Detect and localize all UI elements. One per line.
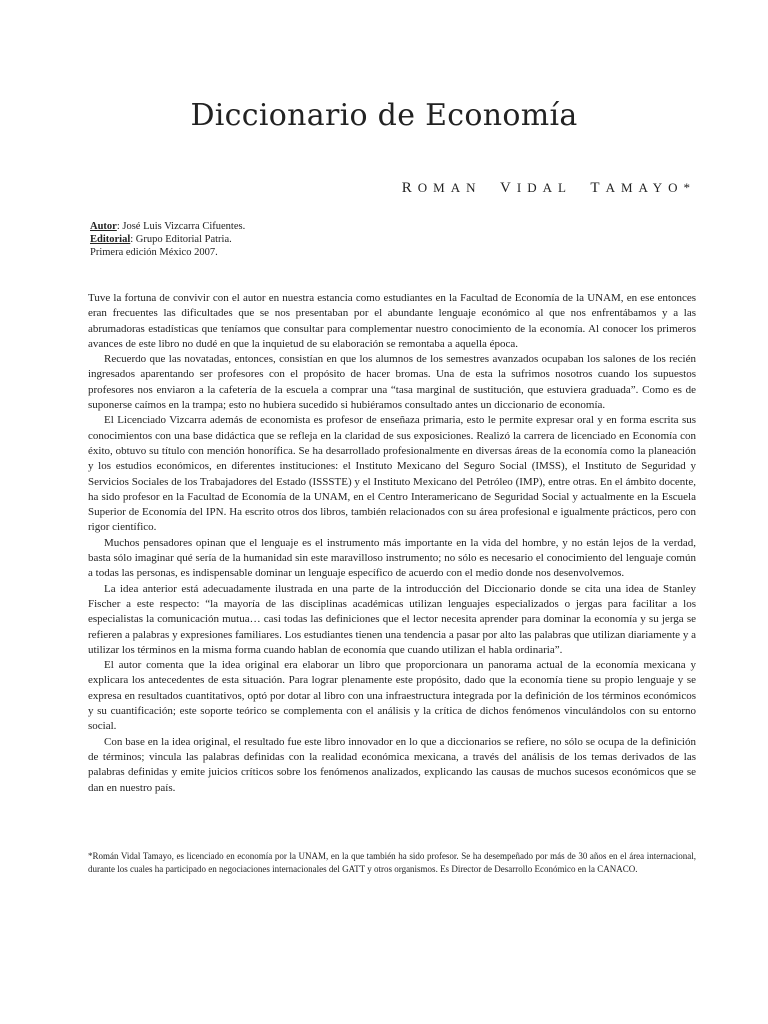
article-author-byline (402, 180, 696, 197)
book-publisher-line (90, 233, 245, 246)
article-body (88, 291, 696, 796)
body-paragraph: Recuerdo que las novatadas, entonces, consistían en que los alumnos de los semestres avanzados ocupaban los salones de los recién ingresados aparentando ser profesores con el propósito de hacer bromas. Una de esta la sufrimos nosotros cuando los supuestos profesores nos enviaron a la cafetería de la escuela a comprar una “tasa marginal de sustitución, que estuviera graduada”. Como es de suponerse caímos en la trampa; esto no hubiera sucedido si hubiéramos consultado antes un diccionario de economía. (88, 353, 696, 412)
book-publisher-label: Editorial (90, 234, 131, 245)
book-author-label: Autor (90, 221, 117, 232)
footnote: *Román Vidal Tamayo, es licenciado en economía por la UNAM, en la que también ha sido profesor. Se ha desempeñado por más de 30 años en el área internacional, durante los cuales ha participado en negociaciones internacionales del GATT y otros organismos. Es Director de Desarrollo Económico en la CANACO. (88, 851, 696, 874)
byline-last-rest: AMAYO (605, 180, 684, 195)
byline-middle-rest: IDAL (516, 180, 572, 195)
body-paragraph: Muchos pensadores opinan que el lenguaje es el instrumento más importante en la vida del hombre, y no están lejos de la verdad, basta sólo imaginar qué sería de la humanidad sin este maravilloso instrumento; no sólo es necesario el conocimiento del lenguaje común a todas las personas, es indispensable dominar un lenguaje específico de acuerdo con el medio donde nos desenvolvemos. (88, 536, 696, 580)
byline-last-initial: T (590, 180, 606, 196)
byline-middle-initial: V (500, 180, 517, 196)
body-paragraph: Tuve la fortuna de convivir con el autor en nuestra estancia como estudiantes en la Facultad de Economía de la UNAM, en ese entonces eran frecuentes las dificultades que se nos presentaban por el abundante lenguaje económico al que nos enfrentábamos y a las abrumadoras estadísticas que teníamos que consultar para complementar nuestro conocimiento de la economía. Al conocer los primeros avances de este libro no dudé en que la inquietud de su elaboración se remontaba a aquella época. (88, 292, 696, 350)
body-paragraph: La idea anterior está adecuadamente ilustrada en una parte de la introducción del Diccionario donde se cita una idea de Stanley Fischer a este respecto: “la mayoría de las disciplinas académicas utilizan lenguajes especializados o jergas para facilitar a los especialistas la comunicación mutua… casi todas las definiciones que el lector necesita aprender para dominar la economía y su jerga se refieren a palabras y expresiones familiares. Los estudiantes tienen una tendencia a pasar por alto las palabras que utilizan diariamente y a utilizar los términos en la misma forma cuando hablan de economía que cuando utilizan el habla ordinaria”. (88, 582, 696, 656)
byline-footnote-mark: * (683, 180, 696, 195)
document-title: Diccionario de Economía (190, 98, 578, 133)
byline-first-rest: OMAN (417, 180, 482, 195)
body-paragraph: El Licenciado Vizcarra además de economista es profesor de enseñaza primaria, esto le permite expresar oral y en forma escrita sus conocimientos con una base didáctica que se refleja en la claridad de sus exposiciones. Realizó la carrera de licenciado en Economía con éxito, obtuvo su título con mención honorífica. Se ha desarrollado profesionalmente en diversas áreas de la economía como la planeación y los estudios económicos, en diferentes instituciones: el Instituto Mexicano del Seguro Social (IMSS), el Instituto de Seguridad y Servicios Sociales de los Trabajadores del Estado (ISSSTE) y el Instituto Mexicano del Petróleo (IMP), entre otras. En el ámbito docente, ha sido profesor en la Facultad de Economía de la UNAM, en el Centro Interamericano de Seguridad Social y actualmente en la Escuela Superior de Economía del IPN. Ha escrito otros dos libros, también relacionados con su área profesional e igualmente prácticos, pero con rigor científico. (88, 414, 696, 534)
book-author-value: : José Luis Vizcarra Cifuentes. (116, 221, 246, 232)
body-paragraph: El autor comenta que la idea original era elaborar un libro que proporcionara un panorama actual de la economía mexicana y explicara los antecedentes de esta situación. Para lograr plenamente este propósito, dado que la economía tiene su propio lenguaje y se expresa en resultados cuantitativos, optó por dotar al libro con una infraestructura integrada por la definición de los términos económicos y su cuantificación; este soporte teórico se complementa con el análisis y la crítica de dichos fenómenos vinculándolos con su entorno social. (88, 659, 696, 733)
book-info (90, 220, 245, 259)
book-author-line (90, 220, 245, 233)
byline-first-initial: R (401, 180, 418, 196)
book-edition: Primera edición México 2007. (90, 247, 218, 258)
book-publisher-value: : Grupo Editorial Patria. (130, 234, 232, 245)
body-paragraph: Con base en la idea original, el resultado fue este libro innovador en lo que a diccionarios se refiere, no sólo se ocupa de la definición de términos; vincula las palabras definidas con la realidad económica mexicana, a través del análisis de los temas derivados de las palabras definidas y emite juicios críticos sobre los fenómenos analizados, explicando las causas de muchos sucesos económicos que se dan en nuestro país. (88, 735, 696, 794)
